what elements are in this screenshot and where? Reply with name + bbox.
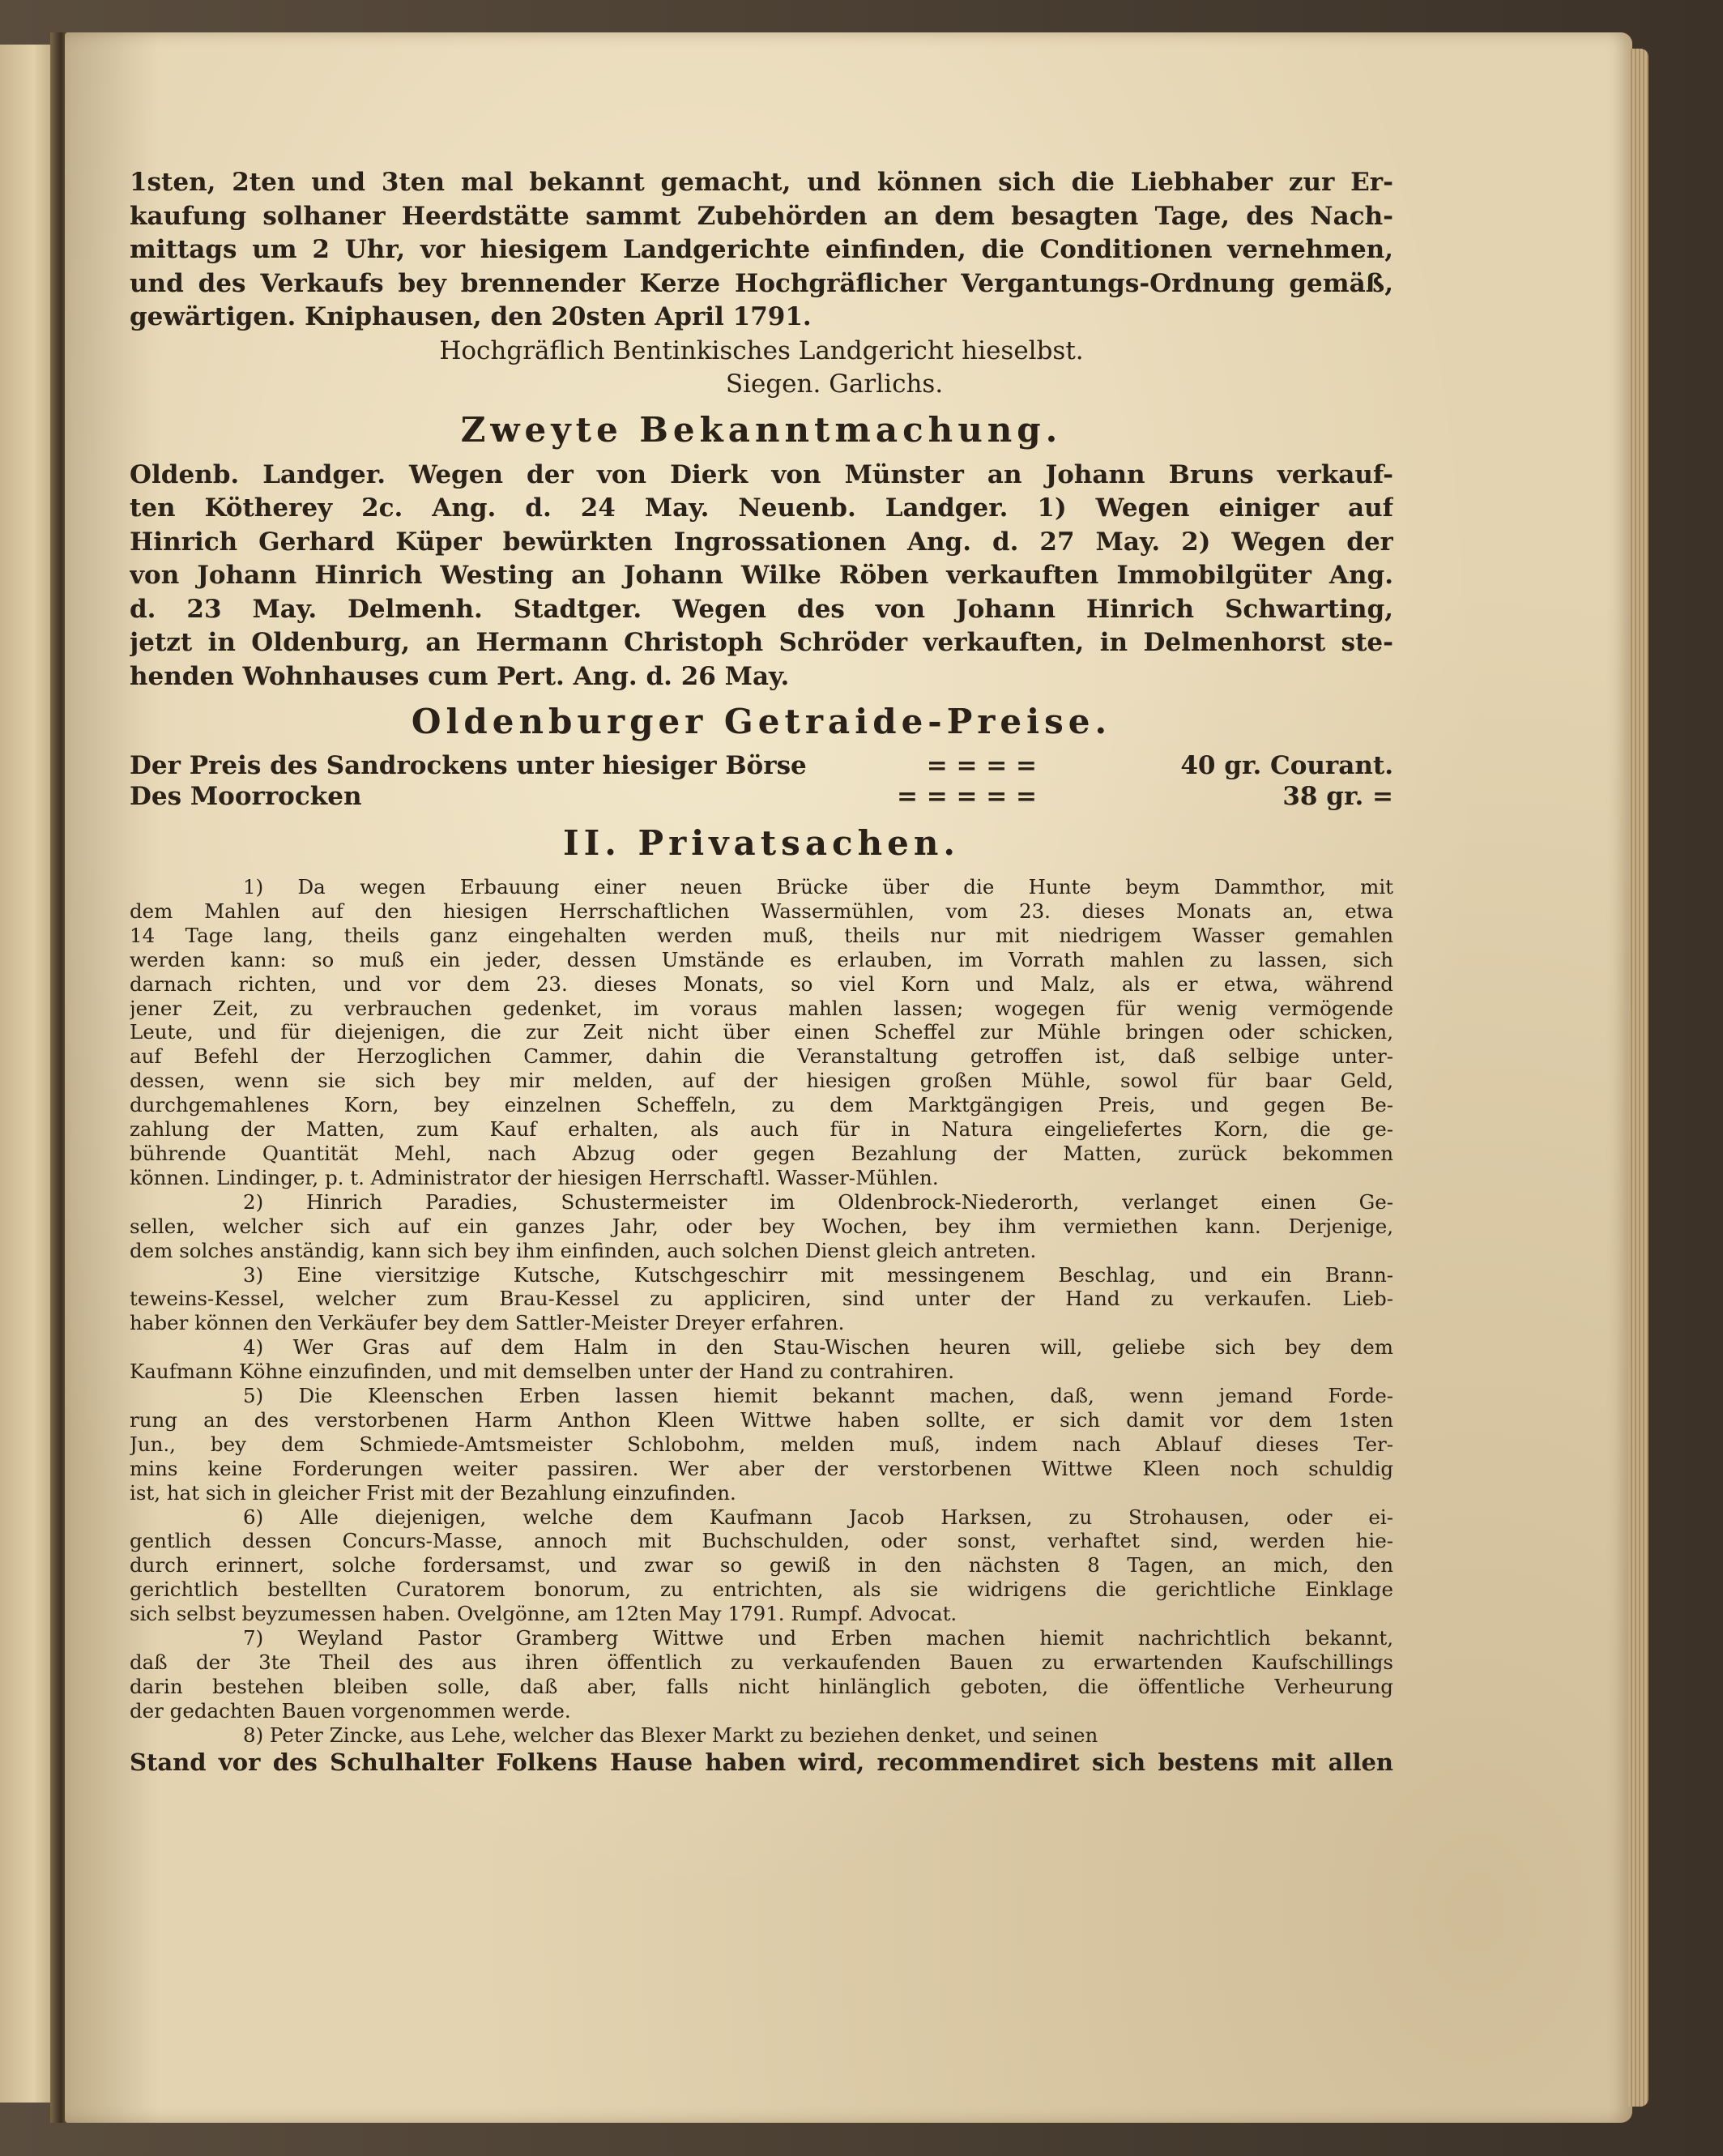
- numbered-item-start: 8) Peter Zincke, aus Lehe, welcher das Blexer Markt zu beziehen denket, und seinen: [243, 1723, 1098, 1747]
- text-line: bührende Quantität Mehl, nach Abzug oder gegen Bezahlung der Matten, zurück bekommen: [130, 1141, 1393, 1165]
- section-zweyte-bekanntmachung: [130, 402, 1393, 694]
- previous-page-edge: [0, 45, 57, 2103]
- text-line: von Johann Hinrich Westing an Johann Wilke Röben verkauften Immobilgüter Ang.: [130, 561, 1393, 590]
- price-row: [130, 781, 1393, 812]
- text-line: d. 23 May. Delmenh. Stadtger. Wegen des von Johann Hinrich Schwarting,: [130, 594, 1393, 624]
- numbered-item-start: 7) Weyland Pastor Gramberg Wittwe und Erben machen hiemit nachrichtlich bekannt,: [243, 1626, 1393, 1650]
- text-line: daß der 3te Theil des aus ihren öffentlich zu verkaufenden Bauen zu erwartenden Kaufschillings: [130, 1650, 1393, 1674]
- price-dots: = = = =: [926, 751, 1037, 780]
- page-stack-edge: [1628, 49, 1648, 2107]
- text-line: mins keine Forderungen weiter passiren. Wer aber der verstorbenen Wittwe Kleen noch schuldig: [130, 1456, 1393, 1480]
- text-line: sich selbst beyzumessen haben. Ovelgönne, am 12ten May 1791. Rumpf. Advocat.: [130, 1602, 957, 1626]
- text-line: teweins-Kessel, welcher zum Brau-Kessel zu appliciren, sind unter der Hand zu verkaufen. Lieb-: [130, 1287, 1393, 1311]
- text-line: 14 Tage lang, theils ganz eingehalten werden muß, theils nur mit niedrigem Wasser gemahlen: [130, 923, 1393, 947]
- text-line: gerichtlich bestellten Curatorem bonorum, zu entrichten, als sie widrigens die gerichtliche Einklage: [130, 1578, 1393, 1602]
- text-line: werden kann: so muß ein jeder, dessen Umstände es erlauben, im Vorrath mahlen zu lassen, sich: [130, 947, 1393, 971]
- text-line: Oldenb. Landger. Wegen der von Dierk von Münster an Johann Bruns verkauf-: [130, 459, 1393, 489]
- price-value: 40 gr. Courant.: [1180, 751, 1393, 780]
- price-dots: = = = = =: [896, 782, 1037, 811]
- section-heading: Oldenburger Getraide-Preise.: [411, 702, 1112, 741]
- text-line: jener Zeit, zu verbrauchen gedenket, im voraus mahlen lassen; wogegen für wenig vermögende: [130, 996, 1393, 1020]
- numbered-item-start: 4) Wer Gras auf dem Halm in den Stau-Wischen heuren will, geliebe sich bey dem: [243, 1335, 1393, 1360]
- text-line: jetzt in Oldenburg, an Hermann Christoph Schröder verkauften, in Delmenhorst ste-: [130, 628, 1393, 657]
- text-line: haber können den Verkäufer bey dem Sattler-Meister Dreyer erfahren.: [130, 1311, 845, 1335]
- numbered-item-start: 1) Da wegen Erbauung einer neuen Brücke über die Hunte beym Dammthor, mit: [243, 875, 1393, 899]
- price-row: [130, 750, 1393, 781]
- section-getraide-preise: [130, 694, 1393, 812]
- text-line: gentlich dessen Concurs-Masse, annoch mit Buchschulden, oder sonst, verhaftet sind, werden hie-: [130, 1529, 1393, 1553]
- text-line: können. Lindinger, p. t. Administrator der hiesigen Herrschaftl. Wasser-Mühlen.: [130, 1165, 939, 1189]
- text-line: Stand vor des Schulhalter Folkens Hause haben wird, recommendiret sich bestens mit allen: [130, 1748, 1393, 1776]
- price-value: 38 gr. =: [1282, 782, 1393, 811]
- top-section: [130, 166, 1393, 402]
- text-line: durchgemahlenes Korn, bey einzelnen Scheffeln, zu dem Marktgängigen Preis, und gegen Be-: [130, 1093, 1393, 1117]
- text-line: 1sten, 2ten und 3ten mal bekannt gemacht, und können sich die Liebhaber zur Er-: [130, 168, 1393, 197]
- text-line: kaufung solhaner Heerdstätte sammt Zubehörden an dem besagten Tage, des Nach-: [130, 201, 1393, 231]
- text-line: Hinrich Gerhard Küper bewürkten Ingrossationen Ang. d. 27 May. 2) Wegen der: [130, 527, 1393, 557]
- text-line: Leute, und für diejenigen, die zur Zeit nicht über einen Scheffel zur Mühle bringen oder schicken,: [130, 1020, 1393, 1044]
- text-line: zahlung der Matten, zum Kauf erhalten, als auch für in Natura eingeliefertes Korn, die ge-: [130, 1117, 1393, 1142]
- privat-lines: [130, 875, 1393, 1748]
- text-line: mittags um 2 Uhr, vor hiesigem Landgerichte einfinden, die Conditionen vernehmen,: [130, 235, 1393, 264]
- text-line: dessen, wenn sie sich bey mir melden, auf der hiesigen großen Mühle, sowol für baar Geld,: [130, 1069, 1393, 1093]
- text-line: auf Befehl der Herzoglichen Cammer, dahin die Veranstaltung getroffen ist, daß selbige unter-: [130, 1044, 1393, 1069]
- price-label: Des Moorrocken: [130, 782, 362, 811]
- text-line: sellen, welcher sich auf ein ganzes Jahr, oder bey Wochen, bey ihm vermiethen kann. Derjenige,: [130, 1214, 1393, 1238]
- numbered-item-start: 6) Alle diejenigen, welche dem Kaufmann Jacob Harksen, zu Strohausen, oder ei-: [243, 1505, 1393, 1529]
- section-heading: Zweyte Bekanntmachung.: [460, 409, 1063, 450]
- text-line: gewärtigen. Kniphausen, den 20sten April 1791.: [130, 302, 812, 331]
- text-line: und des Verkaufs bey brennender Kerze Hochgräflicher Vergantungs-Ordnung gemäß,: [130, 268, 1393, 298]
- text-line: Jun., bey dem Schmiede-Amtsmeister Schlobohm, melden muß, indem nach Ablauf dieses Ter-: [130, 1432, 1393, 1456]
- text-line: ten Kötherey 2c. Ang. d. 24 May. Neuenb. Landger. 1) Wegen einiger auf: [130, 493, 1393, 523]
- page-content: [130, 166, 1393, 1777]
- text-line: darnach richten, und vor dem 23. dieses Monats, so viel Korn und Malz, als er etwa, während: [130, 971, 1393, 996]
- text-line: dem Mahlen auf den hiesigen Herrschaftlichen Wassermühlen, vom 23. dieses Monats an, etwa: [130, 899, 1393, 923]
- text-line: darin bestehen bleiben solle, daß aber, falls nicht hinlänglich geboten, die öffentliche Verheurung: [130, 1674, 1393, 1698]
- section-privatsachen: [130, 812, 1393, 1777]
- text-line: henden Wohnhauses cum Pert. Ang. d. 26 May.: [130, 661, 790, 691]
- text-line: Kaufmann Köhne einzufinden, und mit demselben unter der Hand zu contrahiren.: [130, 1360, 955, 1384]
- text-line: ist, hat sich in gleicher Frist mit der Bezahlung einzufinden.: [130, 1480, 736, 1505]
- text-line: rung an des verstorbenen Harm Anthon Kleen Wittwe haben sollte, er sich damit vor dem 1sten: [130, 1407, 1393, 1432]
- numbered-item-start: 2) Hinrich Paradies, Schustermeister im Oldenbrock-Niederorth, verlanget einen Ge-: [243, 1189, 1393, 1214]
- numbered-item-start: 5) Die Kleenschen Erben lassen hiemit bekannt machen, daß, wenn jemand Forde-: [243, 1384, 1393, 1408]
- text-line: dem solches anständig, kann sich bey ihm einfinden, auch solchen Dienst gleich antreten.: [130, 1238, 1037, 1262]
- section-heading: II. Privatsachen.: [562, 823, 961, 863]
- text-line: durch erinnert, solche fordersamst, und zwar so gewiß in den nächsten 8 Tagen, an mich, den: [130, 1553, 1393, 1578]
- authority-line: Hochgräflich Bentinkisches Landgericht hieselbst.: [439, 335, 1084, 365]
- signatures-line: Siegen. Garlichs.: [725, 369, 944, 399]
- numbered-item-start: 3) Eine viersitzige Kutsche, Kutschgeschirr mit messingenem Beschlag, und ein Brann-: [243, 1262, 1393, 1287]
- price-label: Der Preis des Sandrockens unter hiesiger Börse: [130, 751, 807, 780]
- text-line: der gedachten Bauen vorgenommen werde.: [130, 1698, 571, 1723]
